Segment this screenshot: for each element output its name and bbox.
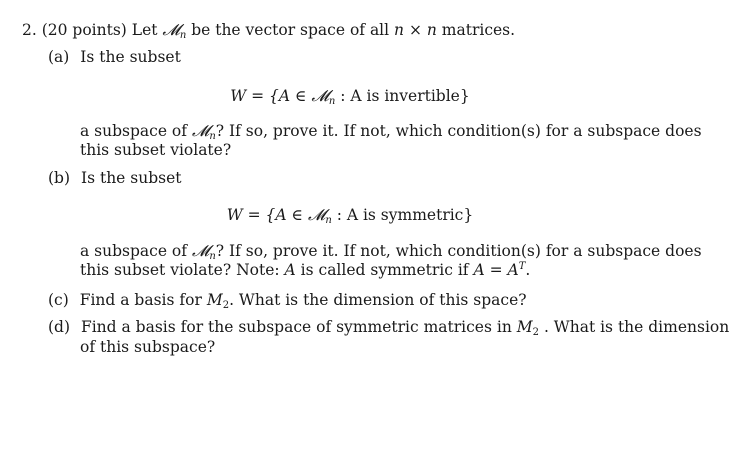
question-number: 2. — [22, 21, 37, 39]
space-symbol: 𝓜 — [162, 21, 180, 39]
question-intro: be the vector space of all — [191, 21, 390, 39]
part-a-label: (a) — [48, 48, 70, 66]
part-c-label: (c) — [48, 291, 69, 309]
part-a-set-definition: W = {A ∈ 𝓜$_n$ : A is invertible} — [230, 87, 470, 107]
part-c: (c) Find a basis for $M_2$. What is the dimension of this space? — [48, 291, 527, 311]
part-a-question-line2: this subset violate? — [80, 141, 232, 159]
question-intro-end: matrices. — [441, 21, 516, 39]
part-b-label: (b) — [48, 169, 71, 187]
question-points: (20 points) — [41, 21, 127, 39]
question-header: 2. (20 points) Let 𝓜$_n$ be the vector space of all n × n matrices. — [22, 21, 516, 41]
part-b-question-line2: this subset violate? Note: A is called symmetric if $A = A^T$. — [80, 261, 531, 279]
part-a-lead: (a) Is the subset — [48, 48, 181, 66]
part-a-question-line1: a subspace of 𝓜$_n$? If so, prove it. If not, which condition(s) for a subspace does — [80, 122, 702, 142]
part-b-lead: (b) Is the subset — [48, 169, 182, 187]
part-b-set-definition: W = {A ∈ 𝓜$_n$ : A is symmetric} — [226, 206, 474, 226]
part-d-line2: of this subspace? — [80, 338, 216, 356]
part-b-question-line1: a subspace of 𝓜$_n$? If so, prove it. If not, which condition(s) for a subspace does — [80, 242, 702, 262]
part-d-line1: (d) Find a basis for the subspace of symmetric matrices in $M_2$ . What is the dimension — [48, 318, 729, 338]
part-d-label: (d) — [48, 318, 71, 336]
let-word: Let — [131, 21, 158, 39]
